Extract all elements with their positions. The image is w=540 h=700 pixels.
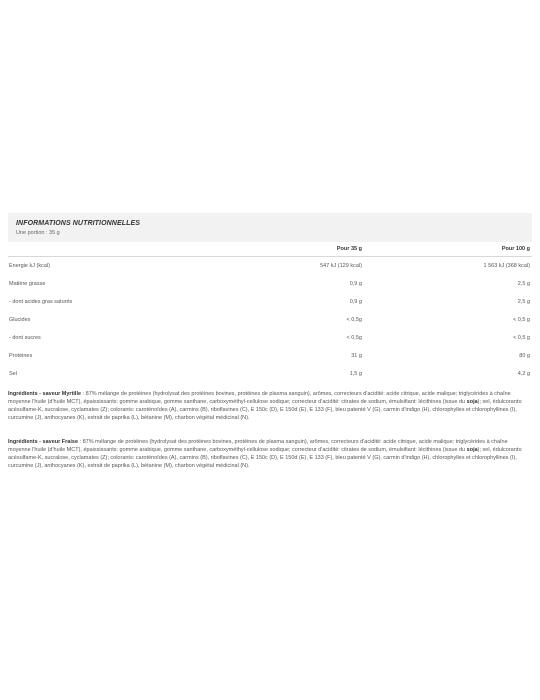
ingredients-title: Ingrédients - saveur Myrtille <box>8 391 82 397</box>
table-row <box>8 365 532 383</box>
portion-size: Une portion : 35 g <box>16 230 60 236</box>
table-row <box>8 347 532 365</box>
column-header-per-35g: Pour 35 g <box>188 242 364 257</box>
row-value-per-35g: 547 kJ (129 kcal) <box>320 263 362 269</box>
row-label: Glucides <box>9 317 31 323</box>
row-value-per-35g: < 0,5g <box>346 335 362 341</box>
row-value-per-100g: 2,5 g <box>517 281 530 287</box>
row-value-per-35g: 1,5 g <box>349 371 362 377</box>
row-value-per-100g: 2,5 g <box>517 299 530 305</box>
ingredients-text: : 87% mélange de protéines (hydrolysat des protéines bovines, protéines de plasma sanguin), arômes, correcteurs d'acidité: acide citrique, acide malique; triglycérides à chaîne moyenne l'huile (d'huile MCT), épaississants: gomme arabique, gomme xanthane, carboxyméthyl-cellulose sodique; correcteur d'acidité: citrates de sodium, émulsifiant: lécithines (issue du <box>8 391 511 405</box>
row-label: - dont sucres <box>9 335 41 341</box>
row-value-per-100g: 80 g <box>519 353 530 359</box>
allergen-highlight: soja <box>466 399 478 405</box>
table-row <box>8 275 532 293</box>
table-row <box>8 257 532 276</box>
row-value-per-35g: 0,9 g <box>349 299 362 305</box>
row-label: Sel <box>9 371 17 377</box>
nutrition-table <box>8 242 532 383</box>
table-header-row <box>8 242 532 257</box>
ingredients-text: ); sel, édulcorants: acésulfame-K, sucralose, cyclamates (Z); colorants: caroténoïdes (A), carmins (B), riboflavines (C), E 150c (D), E 150d (E), E 133 (F), bleu patenté V (G), carmin d'indigo (H), chlorophylles et chlorophyllines (I), curcumine (J), anthocyanes (K), extrait de paprika (L), bétanine (M), charbon végétal médicinal (N). <box>8 447 523 469</box>
row-value-per-35g: < 0,5g <box>346 317 362 323</box>
table-row <box>8 293 532 311</box>
allergen-highlight: soja <box>466 447 478 453</box>
ingredients-text: ); sel, édulcorants: acésulfame-K, sucralose, cyclamates (Z); colorants: caroténoïdes (A), carmins (B), riboflavines (C), E 150c (D), E 150d (E), E 133 (F), bleu patenté V (G), carmin d'indigo (H), chlorophylles et chlorophyllines (I), curcumine (J), anthocyanes (K), extrait de paprika (L), bétanine (M), charbon végétal médicinal (N). <box>8 399 523 421</box>
nutrition-header <box>8 213 532 242</box>
row-label: - dont acides gras saturés <box>9 299 73 305</box>
row-value-per-35g: 0,9 g <box>349 281 362 287</box>
row-label: Energie kJ (kcal) <box>9 263 50 269</box>
table-row <box>8 311 532 329</box>
row-label: Matière grasse <box>9 281 46 287</box>
nutrition-panel <box>8 213 532 383</box>
ingredients-myrtille <box>8 390 523 422</box>
column-header-label <box>8 242 188 257</box>
ingredients-title: Ingrédients - saveur Fraise <box>8 439 78 445</box>
table-row <box>8 329 532 347</box>
ingredients-text: : 87% mélange de protéines (hydrolysat des protéines bovines, protéines de plasma sanguin), arômes, correcteurs d'acidité: acide citrique, acide malique; triglycérides à chaîne moyenne l'huile (d'huile MCT), épaississants: gomme arabique, gomme xanthane, carboxyméthyl-cellulose sodique; correcteur d'acidité: citrates de sodium, émulsifiant: lécithines (issue du <box>8 439 508 453</box>
nutrition-title: INFORMATIONS NUTRITIONNELLES <box>16 220 140 227</box>
row-value-per-100g: < 0,5 g <box>513 335 530 341</box>
row-value-per-100g: 4,2 g <box>517 371 530 377</box>
row-value-per-35g: 31 g <box>351 353 362 359</box>
row-label: Protéines <box>9 353 33 359</box>
row-value-per-100g: < 0,5 g <box>513 317 530 323</box>
row-value-per-100g: 1 563 kJ (368 kcal) <box>483 263 530 269</box>
ingredients-fraise <box>8 438 523 470</box>
column-header-per-100g: Pour 100 g <box>364 242 532 257</box>
